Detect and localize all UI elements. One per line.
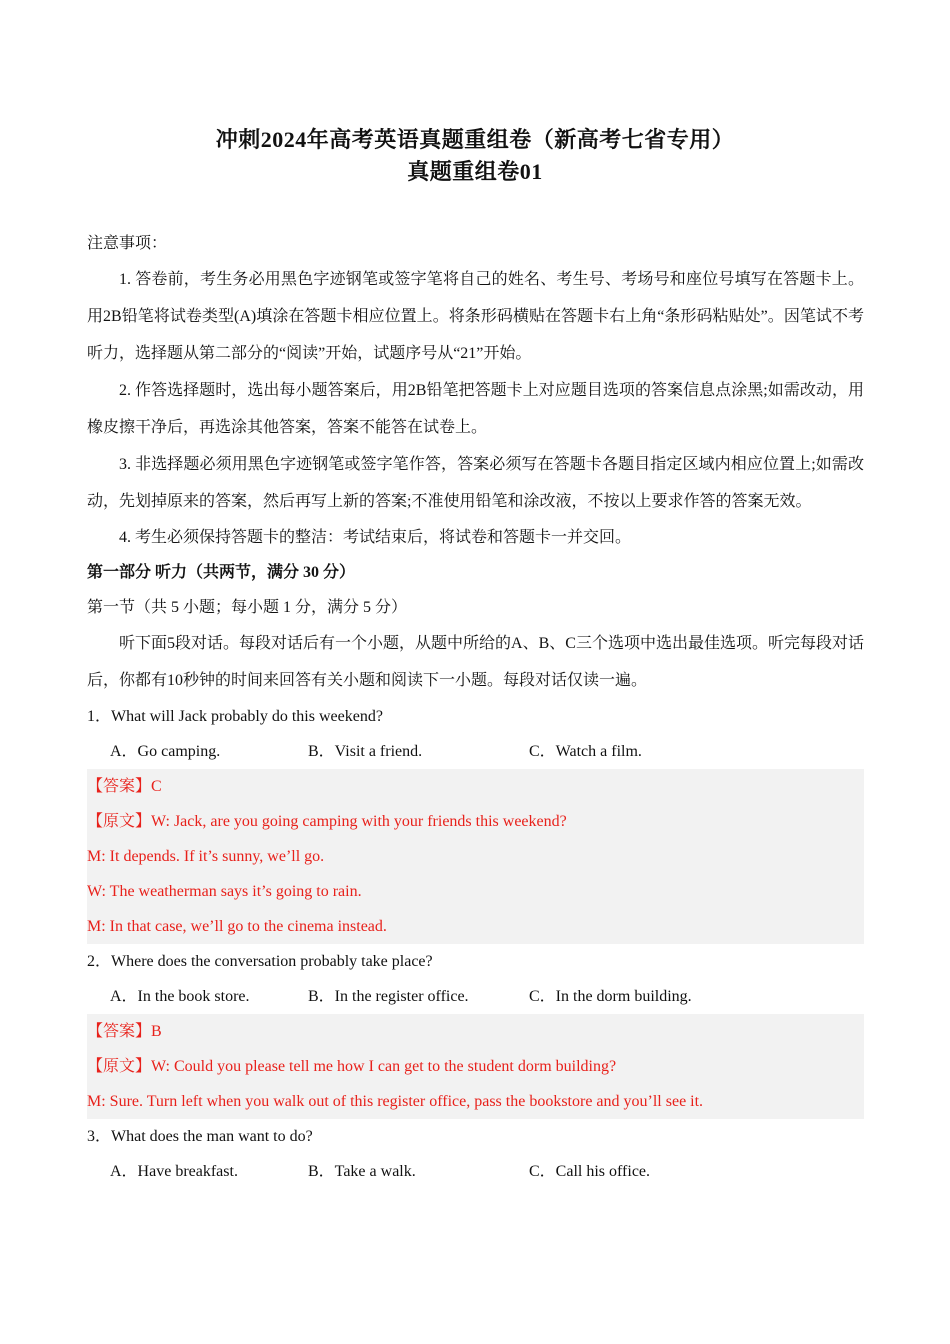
section1-heading: 第一节（共 5 小题；每小题 1 分，满分 5 分） bbox=[87, 599, 408, 616]
notice-item: 2. 作答选择题时，选出每小题答案后，用2B铅笔把答题卡上对应题目选项的答案信息点涂黑;如需改动，用橡皮擦干净后，再选涂其他答案，答案不能答在试卷上。 bbox=[87, 382, 864, 436]
answer-label: 【答案】B bbox=[87, 1023, 162, 1040]
section1-instruction: 听下面5段对话。每段对话后有一个小题，从题中所给的A、B、C三个选项中选出最佳选项。听完每段对话后，你都有10秒钟的时间来回答有关小题和阅读下一小题。每段对话仅读一遍。 bbox=[87, 635, 864, 689]
content bbox=[87, 226, 864, 1189]
option-a: A．Have breakfast. bbox=[110, 1163, 238, 1180]
answer-label: 【答案】C bbox=[87, 778, 162, 795]
option-a: A．Go camping. bbox=[110, 743, 221, 760]
notice-item: 3. 非选择题必须用黑色字迹钢笔或签字笔作答，答案必须写在答题卡各题目指定区域内相应位置上;如需改动，先划掉原来的答案，然后再写上新的答案;不准使用铅笔和涂改液，不按以上要求作答的答案无效。 bbox=[87, 456, 864, 510]
option-c: C．Call his office. bbox=[529, 1163, 651, 1180]
question-stem: 1．What will Jack probably do this weekend? bbox=[87, 708, 383, 725]
notice-item: 1. 答卷前，考生务必用黑色字迹钢笔或签字笔将自己的姓名、考生号、考场号和座位号填写在答题卡上。用2B铅笔将试卷类型(A)填涂在答题卡相应位置上。将条形码横贴在答题卡右上角“条形码粘贴处”。因笔试不考听力，选择题从第二部分的“阅读”开始，试题序号从“21”开始。 bbox=[87, 271, 864, 362]
notice-heading: 注意事项： bbox=[87, 235, 168, 252]
script-line: M: In that case, we’ll go to the cinema instead. bbox=[87, 918, 387, 935]
title-block bbox=[0, 124, 950, 188]
question-stem: 3．What does the man want to do? bbox=[87, 1128, 313, 1145]
script-line: W: The weatherman says it’s going to rain. bbox=[87, 883, 362, 900]
script-line: 【原文】W: Jack, are you going camping with your friends this weekend? bbox=[87, 813, 567, 830]
script-line: 【原文】W: Could you please tell me how I can get to the student dorm building? bbox=[87, 1058, 617, 1075]
answer-box bbox=[87, 1014, 864, 1119]
question-options bbox=[87, 734, 864, 769]
option-b: B．Take a walk. bbox=[308, 1163, 416, 1180]
script-line: M: It depends. If it’s sunny, we’ll go. bbox=[87, 848, 325, 865]
option-c: C．In the dorm building. bbox=[529, 988, 692, 1005]
answer-box bbox=[87, 769, 864, 944]
option-b: B．Visit a friend. bbox=[308, 743, 423, 760]
page-title: 冲刺2024年高考英语真题重组卷（新高考七省专用） bbox=[215, 127, 735, 152]
question-options bbox=[87, 1154, 864, 1189]
script-line: M: Sure. Turn left when you walk out of this register office, pass the bookstore and you’ll see it. bbox=[87, 1093, 704, 1110]
page-subtitle: 真题重组卷01 bbox=[407, 159, 543, 184]
part1-heading: 第一部分 听力（共两节，满分 30 分） bbox=[87, 564, 356, 581]
option-b: B．In the register office. bbox=[308, 988, 469, 1005]
question-options bbox=[87, 979, 864, 1014]
option-a: A．In the book store. bbox=[110, 988, 250, 1005]
notice-item: 4. 考生必须保持答题卡的整洁：考试结束后，将试卷和答题卡一并交回。 bbox=[119, 529, 632, 546]
question-stem: 2．Where does the conversation probably take place? bbox=[87, 953, 433, 970]
option-c: C．Watch a film. bbox=[529, 743, 642, 760]
